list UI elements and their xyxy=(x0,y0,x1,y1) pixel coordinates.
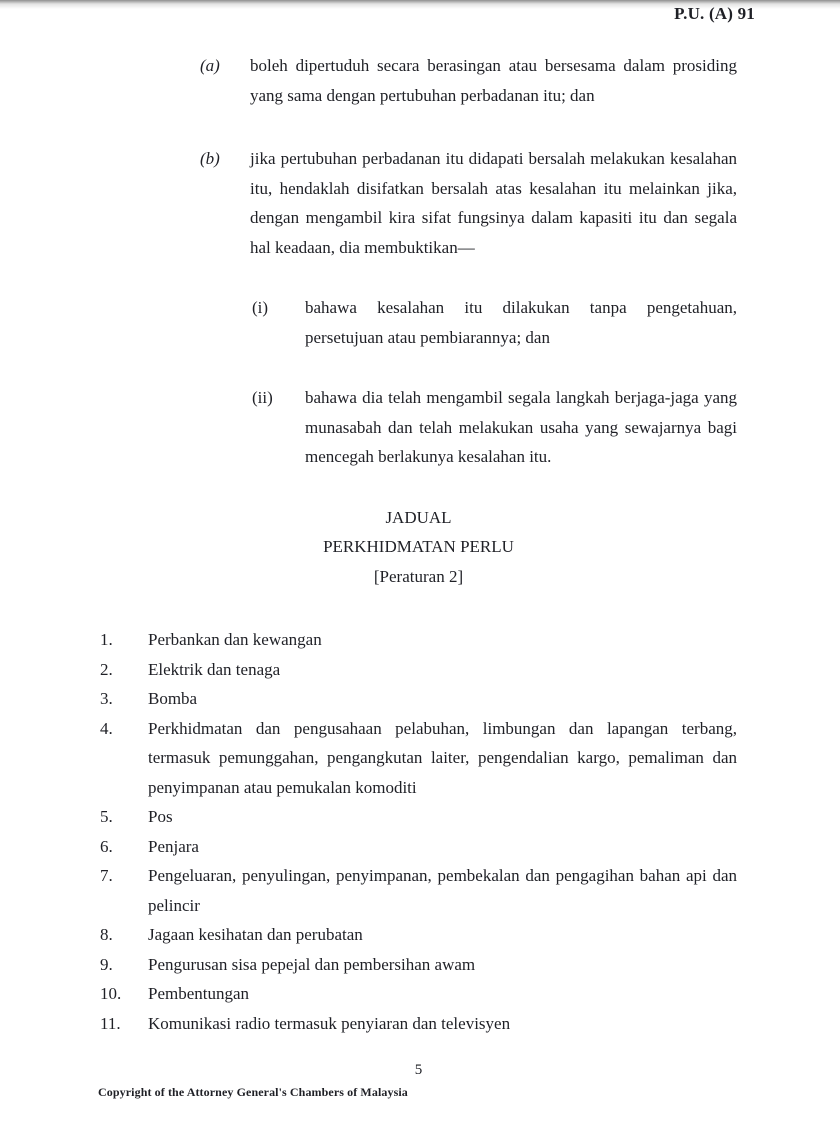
list-item xyxy=(100,861,737,920)
schedule-subtitle: PERKHIDMATAN PERLU xyxy=(323,537,514,556)
gazette-reference: P.U. (A) 91 xyxy=(674,4,755,23)
list-item xyxy=(100,802,737,832)
list-item xyxy=(100,714,737,803)
subparagraph-i-label: (i) xyxy=(252,298,269,317)
subparagraph-ii-text: bahawa dia telah mengambil segala langkah berjaga-jaga yang munasabah dan telah melakukan usaha yang sewajarnya bagi mencegah berlakunya kesalahan itu. xyxy=(305,388,737,466)
paragraph-b-label: (b) xyxy=(200,149,220,168)
paragraph-b-text: jika pertubuhan perbadanan itu didapati bersalah melakukan kesalahan itu, hendaklah disifatkan bersalah atas kesalahan itu melainkan jika, dengan mengambil kira sifat fungsinya dalam kapasiti itu dan segala hal keadaan, dia membuktikan— xyxy=(250,149,737,257)
paragraph-b xyxy=(200,144,737,262)
list-item-number: 3. xyxy=(100,689,113,708)
paragraph-a-text: boleh dipertuduh secara berasingan atau bersesama dalam prosiding yang sama dengan pertubuhan perbadanan itu; dan xyxy=(250,56,737,105)
list-item xyxy=(100,655,737,685)
schedule-regulation-ref: [Peraturan 2] xyxy=(373,566,464,586)
list-item xyxy=(100,1009,737,1039)
copyright-notice: Copyright of the Attorney General's Chambers of Malaysia xyxy=(98,1085,408,1099)
paragraph-a-label: (a) xyxy=(200,56,220,75)
list-item xyxy=(100,979,737,1009)
list-item-text: Perkhidmatan dan pengusahaan pelabuhan, limbungan dan lapangan terbang, termasuk pemunggahan, pengangkutan laiter, pengendalian kargo, pemaliman dan penyimpanan atau pemukalan komoditi xyxy=(148,718,737,797)
subparagraph-i xyxy=(252,293,737,352)
list-item-text: Komunikasi radio termasuk penyiaran dan televisyen xyxy=(148,1013,511,1033)
list-item-text: Pos xyxy=(148,807,173,826)
schedule-title: JADUAL xyxy=(385,507,452,527)
list-item-number: 7. xyxy=(100,866,113,885)
list-item-number: 4. xyxy=(100,718,113,738)
list-item-text: Perbankan dan kewangan xyxy=(148,630,322,649)
list-item-number: 1. xyxy=(100,630,113,649)
list-item xyxy=(100,950,737,980)
page-number: 5 xyxy=(414,1062,423,1078)
list-item xyxy=(100,920,737,950)
essential-services-list xyxy=(100,625,737,1038)
list-item-text: Penjara xyxy=(148,836,199,856)
list-item-number: 5. xyxy=(100,807,113,826)
list-item-text: Pengurusan sisa pepejal dan pembersihan awam xyxy=(148,954,476,974)
subparagraph-ii-label: (ii) xyxy=(252,388,273,407)
list-item-number: 9. xyxy=(100,954,113,974)
list-item-number: 8. xyxy=(100,925,113,944)
list-item-number: 10. xyxy=(100,984,122,1003)
list-item-text: Elektrik dan tenaga xyxy=(148,659,281,679)
list-item xyxy=(100,625,737,655)
list-item-number: 2. xyxy=(100,659,113,679)
subparagraph-i-text: bahawa kesalahan itu dilakukan tanpa pengetahuan, persetujuan atau pembiarannya; dan xyxy=(305,298,737,347)
paragraph-a xyxy=(200,51,737,110)
list-item xyxy=(100,832,737,862)
list-item-text: Jagaan kesihatan dan perubatan xyxy=(148,925,363,944)
subparagraph-ii xyxy=(252,383,737,472)
list-item-number: 11. xyxy=(100,1013,121,1033)
list-item xyxy=(100,684,737,714)
list-item-number: 6. xyxy=(100,836,113,856)
list-item-text: Pembentungan xyxy=(148,984,250,1003)
list-item-text: Pengeluaran, penyulingan, penyimpanan, pembekalan dan pengagihan bahan api dan pelincir xyxy=(148,866,737,915)
list-item-text: Bomba xyxy=(148,689,198,708)
